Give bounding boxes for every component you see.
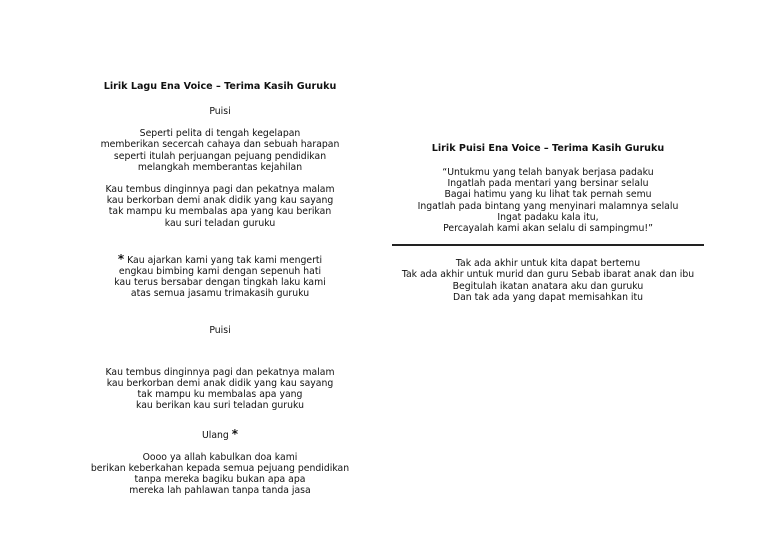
lyric-line: memberikan secercah cahaya dan sebuah harapan [100,139,340,151]
poem-title: Lirik Puisi Ena Voice – Terima Kasih Guruku [431,143,665,154]
asterisk-marker: * [117,251,125,266]
lyric-line: tanpa mereka bagiku bukan apa apa [134,474,306,486]
poem-line: Ingatlah pada bintang yang menyinari malamnya selalu [417,200,679,212]
closing-stanza [392,258,704,303]
lyric-line: tak mampu ku membalas apa yang [137,389,303,401]
poem-line: “Untukmu yang telah banyak berjasa padaku [442,167,654,178]
repeat-text: Ulang [201,429,232,441]
poem-line: Ingatlah pada mentari yang bersinar selalu [447,178,649,190]
poem-line: Tak ada akhir untuk murid dan guru Sebab ibarat anak dan ibu [401,269,695,281]
lyric-line: Kau tembus dinginnya pagi dan pekatnya malam [105,366,335,378]
lyric-line: kau suri teladan guruku [164,217,276,229]
poem-line: Begitulah ikatan anatara aku dan guruku [452,280,644,292]
lyric-text: Kau ajarkan kami yang tak kami mengerti [124,254,323,266]
section-label-puisi: Puisi [209,106,231,117]
lyric-line: Oooo ya allah kabulkan doa kami [142,451,298,463]
section-label-puisi: Puisi [209,324,231,336]
lyric-line: Seperti pelita di tengah kegelapan [139,128,301,140]
verse-3 [70,251,370,300]
lyric-line: kau berkorban demi anak didik yang kau sayang [106,195,334,207]
lyric-line [70,251,370,266]
verse-2 [70,184,370,229]
poem-line: Bagai hatimu yang ku lihat tak pernah semu [444,189,652,201]
poem-line: Ingat padaku kala itu, [497,211,599,223]
verse-5 [70,452,370,497]
poem-line: Tak ada akhir untuk kita dapat bertemu [455,258,641,270]
lyric-line: atas semua jasamu trimakasih guruku [130,288,310,300]
lyric-line: engkau bimbing kami dengan sepenuh hati [118,266,322,278]
lyric-line: berikan keberkahan kepada semua pejuang pendidikan [90,463,350,475]
repeat-label [70,426,370,441]
asterisk-marker: * [231,426,239,441]
lyric-line: melangkah memberantas kejahilan [137,161,303,173]
verse-1 [70,128,370,173]
lyric-line: seperti itulah perjuangan pejuang pendidikan [113,150,327,162]
poem-line: Percayalah kami akan selalu di sampingmu!” [443,223,653,235]
lyric-line: mereka lah pahlawan tanpa tanda jasa [129,485,311,497]
verse-4 [70,367,370,412]
poem-body [392,167,704,234]
left-column [70,81,370,497]
song-title: Lirik Lagu Ena Voice – Terima Kasih Guruku [103,81,337,92]
lyric-line: kau berikan kau suri teladan guruku [135,400,304,412]
lyric-line: kau terus bersabar dengan tingkah laku kami [114,277,326,289]
lyric-line: tak mampu ku membalas apa yang kau berikan [108,206,332,218]
lyric-line: Kau tembus dinginnya pagi dan pekatnya malam [105,184,335,196]
lyric-line: kau berkorban demi anak didik yang kau sayang [106,378,334,390]
poem-line: Dan tak ada yang dapat memisahkan itu [452,291,644,303]
right-column [392,143,704,303]
